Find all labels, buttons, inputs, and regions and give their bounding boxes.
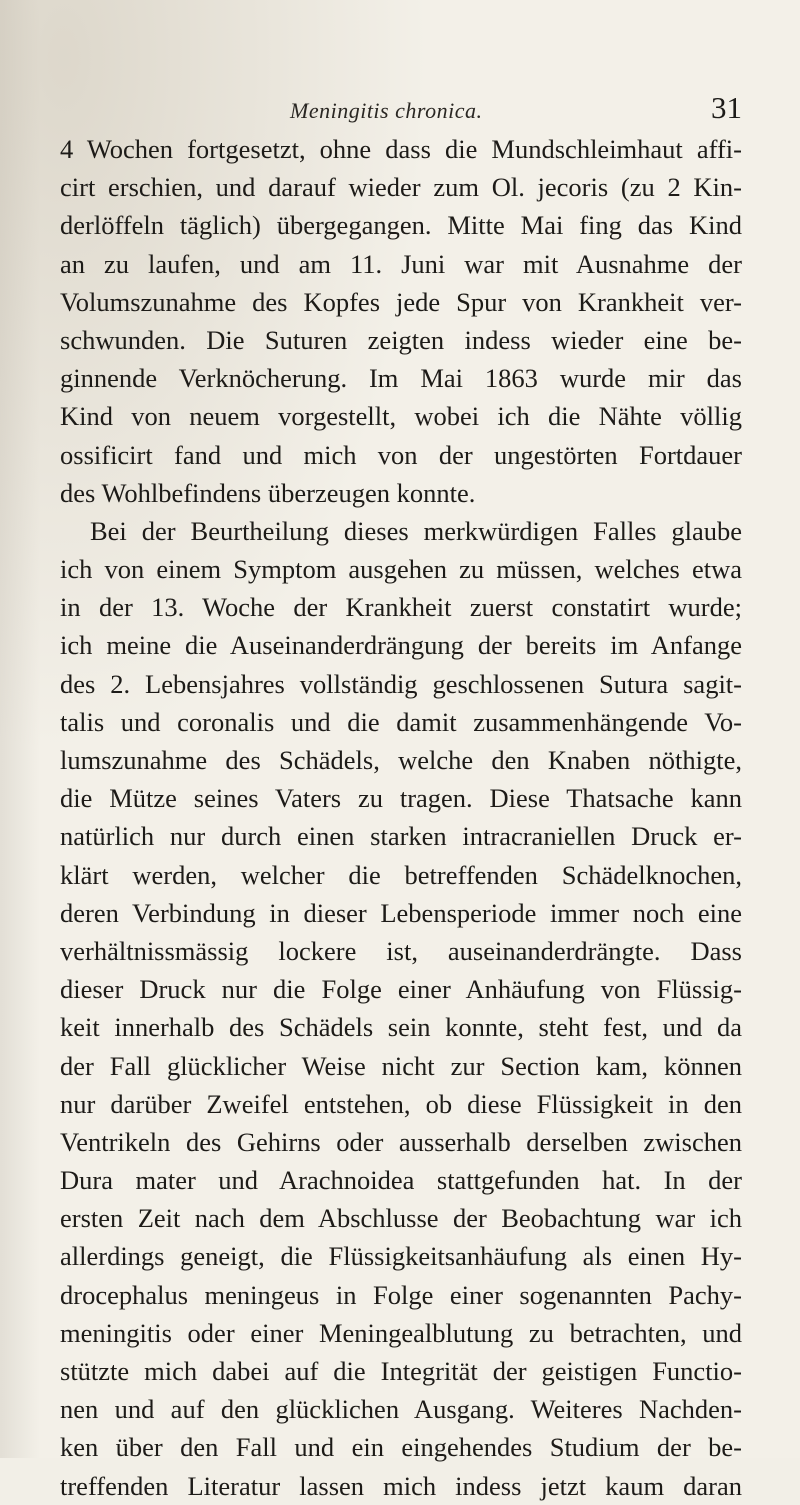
paragraph-start-line: Bei der Beurtheilung dieses merkwürdigen Falles glaube: [90, 515, 742, 546]
paragraph-end-line: des Wohlbefindens überzeugen konnte.: [60, 477, 476, 508]
text-line: ersten Zeit nach dem Abschlusse der Beobachtung war ich: [60, 1203, 742, 1234]
text-line: allerdings geneigt, die Flüssigkeitsanhäufung als einen Hy-: [60, 1241, 742, 1272]
text-line: drocephalus meningeus in Folge einer sogenannten Pachy-: [60, 1279, 742, 1310]
text-line: die Mütze seines Vaters zu tragen. Diese Thatsache kann: [60, 783, 742, 814]
text-line: Volumszunahme des Kopfes jede Spur von Krankheit ver-: [60, 286, 742, 317]
page-number: 31: [711, 90, 742, 125]
text-line: ich von einem Symptom ausgehen zu müssen, welches etwa: [60, 554, 742, 585]
running-head: Meningitis chronica.: [290, 98, 483, 123]
text-line: stützte mich dabei auf die Integrität der geistigen Functio-: [60, 1356, 742, 1386]
text-line: Ventrikeln des Gehirns oder ausserhalb derselben zwischen: [60, 1126, 742, 1157]
text-line: 4 Wochen fortgesetzt, ohne dass die Mundschleimhaut affi-: [60, 134, 742, 164]
text-line: meningitis oder einer Meningealblutung zu betrachten, und: [60, 1317, 742, 1348]
text-line: der Fall glücklicher Weise nicht zur Section kam, können: [60, 1050, 742, 1081]
text-line: verhältnissmässig lockere ist, auseinanderdrängte. Dass: [60, 935, 742, 966]
text-line: klärt werden, welcher die betreffenden Schädelknochen,: [60, 859, 742, 890]
text-line: nur darüber Zweifel entstehen, ob diese Flüssigkeit in den: [60, 1088, 742, 1119]
text-line: ossificirt fand und mich von der ungestörten Fortdauer: [60, 439, 742, 470]
text-line: deren Verbindung in dieser Lebensperiode immer noch eine: [60, 897, 742, 928]
text-line: nen und auf den glücklichen Ausgang. Weiteres Nachden-: [60, 1394, 742, 1425]
page-header: [60, 88, 742, 128]
text-line: cirt erschien, und darauf wieder zum Ol. jecoris (zu 2 Kin-: [60, 172, 742, 203]
text-line: natürlich nur durch einen starken intracraniellen Druck er-: [60, 821, 742, 852]
body-text: [60, 130, 742, 1505]
text-line: lumszunahme des Schädels, welche den Knaben nöthigte,: [60, 745, 742, 775]
text-line: treffenden Literatur lassen mich indess jetzt kaum daran: [60, 1470, 742, 1501]
text-line: ginnende Verknöcherung. Im Mai 1863 wurde mir das: [60, 363, 742, 394]
text-line: ich meine die Auseinanderdrängung der bereits im Anfange: [60, 630, 742, 661]
text-line: des 2. Lebensjahres vollständig geschlossenen Sutura sagit-: [60, 668, 742, 699]
text-line: ken über den Fall und ein eingehendes Studium der be-: [60, 1432, 742, 1463]
text-line: schwunden. Die Suturen zeigten indess wieder eine be-: [60, 324, 742, 355]
text-line: derlöffeln täglich) übergegangen. Mitte Mai fing das Kind: [60, 210, 742, 241]
text-line: keit innerhalb des Schädels sein konnte, steht fest, und da: [60, 1012, 742, 1043]
text-line: talis und coronalis und die damit zusammenhängende Vo-: [60, 706, 742, 737]
text-line: Dura mater und Arachnoidea stattgefunden hat. In der: [60, 1165, 742, 1196]
text-line: in der 13. Woche der Krankheit zuerst constatirt wurde;: [60, 592, 742, 623]
text-line: an zu laufen, und am 11. Juni war mit Ausnahme der: [60, 248, 742, 279]
text-line: Kind von neuem vorgestellt, wobei ich die Nähte völlig: [60, 401, 742, 432]
text-line: dieser Druck nur die Folge einer Anhäufung von Flüssig-: [60, 974, 742, 1005]
